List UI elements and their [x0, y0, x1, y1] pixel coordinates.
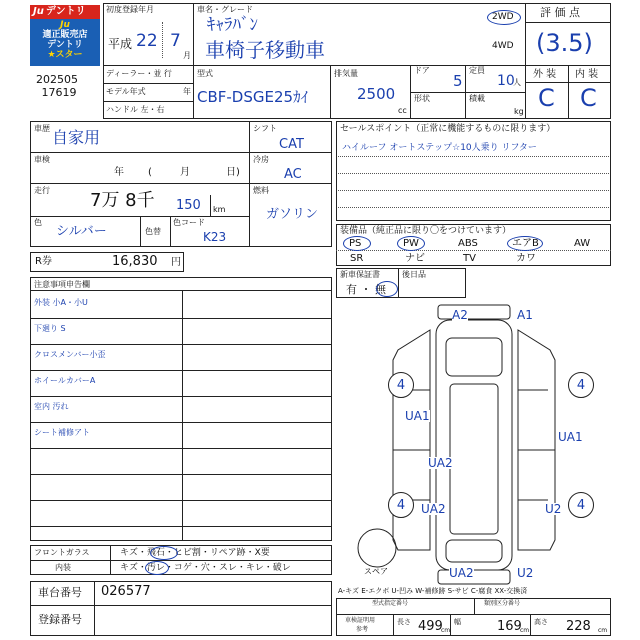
mark-ua1-right: UA1 [558, 430, 583, 444]
note-3: クロスメンバー小歪 [34, 350, 106, 359]
recycle-frame [30, 252, 184, 272]
regno-label: 登録番号 [38, 613, 82, 626]
glass-stone-circle [150, 546, 178, 560]
damage-diagram [338, 300, 610, 590]
inspection-day-unit: 日) [226, 167, 240, 178]
dealer-label: ディーラー・並 行 [106, 69, 172, 78]
length-label: 長さ [397, 618, 411, 626]
length-unit: cm [441, 627, 451, 634]
mileage-value: 7万 8千 [90, 190, 155, 211]
mileage-label: 走行 [34, 186, 50, 195]
capacity-label: 定員 [469, 66, 485, 75]
capacity-unit: 人 [513, 78, 521, 87]
stock-number [36, 73, 78, 99]
mileage-unit: km [213, 205, 226, 214]
interior-label: 内装 [55, 563, 71, 572]
stock-line2: 17619 [41, 86, 77, 99]
cert-label: 車検証明用 [345, 617, 376, 624]
color-value: シルバー [56, 224, 107, 239]
mark-ua1-left: UA1 [405, 409, 430, 423]
load-label: 積載 [469, 94, 485, 103]
load-unit: kg [514, 107, 524, 116]
interior-value: キズ・汚レ・コゲ・穴・スレ・キレ・破レ [120, 563, 291, 573]
inspection-month-unit: 月 [180, 167, 190, 178]
logo [30, 5, 100, 66]
equip-pw-circle [397, 236, 425, 251]
glass-value: キズ・飛石・ヒビ割・リペア跡・X要 [120, 548, 270, 558]
inspection-year-unit: 年 [114, 167, 124, 178]
chassis-label: 車台番号 [38, 586, 82, 599]
star-badge-text: ★スター [47, 50, 83, 60]
equip-aw: AW [574, 238, 591, 249]
height-unit: cm [598, 627, 608, 634]
drive-4wd: 4WD [492, 41, 514, 51]
equip-ps: PS [349, 238, 362, 249]
glass-label: フロントガラス [34, 548, 90, 557]
height-value: 228 [566, 619, 591, 634]
spare-label: スペア [364, 567, 388, 576]
length-value: 499 [418, 619, 443, 634]
color-label: 色 [34, 218, 42, 227]
recycle-label: R券 [35, 256, 52, 267]
dealer-badge-text: 適正販売店 [42, 30, 88, 40]
int-label: 内 装 [575, 69, 599, 80]
ju-badge-text: Ju [60, 20, 70, 30]
model-label: 型式 [197, 69, 213, 78]
inspection-label: 車検 [34, 155, 50, 164]
displacement-label: 排気量 [334, 69, 358, 78]
stock-line1: 202505 [36, 73, 78, 86]
shape-label: 形状 [414, 94, 430, 103]
interior-dirt-circle [145, 561, 169, 575]
mark-ua2-left-rear: UA2 [421, 502, 446, 516]
mark-tire-fr: 4 [568, 372, 594, 398]
notes-label: 注意事項申告欄 [34, 280, 90, 289]
reg-month-unit: 月 [183, 51, 191, 60]
doors-label: ドア [414, 66, 430, 75]
handle-label: ハンドル 左・右 [106, 105, 165, 114]
displacement-unit: cc [398, 106, 407, 115]
score-label: 評 価 点 [540, 6, 580, 19]
equip-pw: PW [403, 238, 419, 249]
reg-era: 平成 [108, 37, 133, 51]
score-value: (3.5) [536, 29, 593, 57]
dentori-logo-text: デントリ [45, 6, 86, 17]
notes-frame [30, 277, 332, 541]
equip-ps-circle [343, 236, 371, 251]
recycle-unit: 円 [171, 257, 181, 268]
recycle-value: 16,830 [112, 254, 158, 269]
mark-tire-rl: 4 [388, 492, 414, 518]
displacement-value: 2500 [357, 85, 396, 103]
class-number-label: 類別区分番号 [484, 600, 521, 607]
mark-a2-front: A2 [452, 308, 468, 322]
repaint-label: 色替 [145, 227, 161, 236]
ju-logo-text: Ju [33, 6, 44, 17]
note-5: 室内 汚れ [34, 402, 69, 411]
name-label: 車名・グレード [197, 5, 253, 14]
equip-airbag-circle [507, 236, 543, 251]
capacity-value: 10 [497, 73, 515, 89]
equip-leather: カワ [516, 253, 536, 264]
mark-u2-right-rear: U2 [545, 502, 562, 516]
after-label: 後日品 [402, 270, 426, 279]
width-label: 幅 [454, 618, 461, 626]
usage-label: 車歴 [34, 124, 50, 133]
fuel-value: ガソリン [266, 207, 319, 222]
name-value: ｷｬﾗﾊﾞﾝ [207, 15, 258, 35]
usage-value: 自家用 [52, 128, 101, 147]
ext-score: C [538, 84, 555, 112]
equip-airbag: エアB [512, 238, 539, 249]
warranty-value: 有 ・ 無 [346, 283, 386, 296]
equipment-label: 装備品（純正品に限り〇をつけています） [340, 226, 512, 236]
equip-sr: SR [350, 253, 364, 264]
sales-frame [336, 121, 611, 221]
shift-label: シフト [253, 124, 277, 133]
ac-value: AC [284, 167, 302, 182]
mark-u2-rear: U2 [517, 566, 534, 580]
damage-legend: A-キズ E-エクボ U-凹み W-補修跡 S-サビ C-腐食 XX-交換済 [338, 587, 528, 595]
warranty-label: 新車保証書 [340, 270, 380, 279]
color-code-value: K23 [203, 230, 227, 244]
ext-label: 外 装 [533, 69, 557, 80]
height-label: 高さ [534, 618, 548, 626]
equip-tv: TV [463, 253, 476, 264]
mark-ua2-rear: UA2 [449, 566, 474, 580]
mark-tire-rr: 4 [568, 492, 594, 518]
ac-label: 冷房 [253, 155, 269, 164]
ref-label: 参考 [356, 626, 369, 633]
model-year-label: モデル年式 [106, 87, 146, 96]
mark-ua2-roof: UA2 [428, 456, 453, 470]
mark-a1-front: A1 [517, 308, 533, 322]
sales-line1: ハイルーフ オートステップ☆10人乗り リフター [342, 143, 537, 153]
equip-abs: ABS [458, 238, 478, 249]
dentori-badge-text: デントリ [47, 40, 83, 50]
mark-tire-fl: 4 [388, 372, 414, 398]
grade-value: 車椅子移動車 [205, 38, 325, 62]
reg-year: 22 [136, 31, 158, 51]
width-value: 169 [497, 619, 522, 634]
type-number-label: 型式指定番号 [372, 600, 409, 607]
inspection-open: ( [148, 167, 152, 178]
drive-2wd: 2WD [492, 12, 514, 22]
reg-label: 初度登録年月 [106, 5, 154, 14]
note-2: 下廻り S [34, 324, 66, 333]
width-unit: cm [520, 627, 530, 634]
doors-value: 5 [453, 72, 463, 90]
note-4: ホイールカバーA [34, 376, 96, 385]
equip-navi: ナビ [405, 253, 425, 264]
note-1: 外装 小A・小U [34, 298, 88, 307]
color-code-label: 色コード [173, 218, 205, 227]
model-year-unit: 年 [183, 87, 191, 96]
sales-label: セールスポイント（正常に機能するものに限ります） [340, 124, 556, 134]
note-6: シート補修アト [34, 428, 90, 437]
reg-month: 7 [170, 31, 181, 51]
shift-value: CAT [279, 137, 304, 152]
fuel-label: 燃料 [253, 186, 269, 195]
warranty-none-circle [376, 281, 398, 297]
int-score: C [580, 84, 597, 112]
chassis-value: 026577 [101, 584, 151, 599]
mileage-sub: 150 [176, 198, 201, 213]
model-value: CBF-DSGE25ｶｲ [197, 88, 309, 106]
